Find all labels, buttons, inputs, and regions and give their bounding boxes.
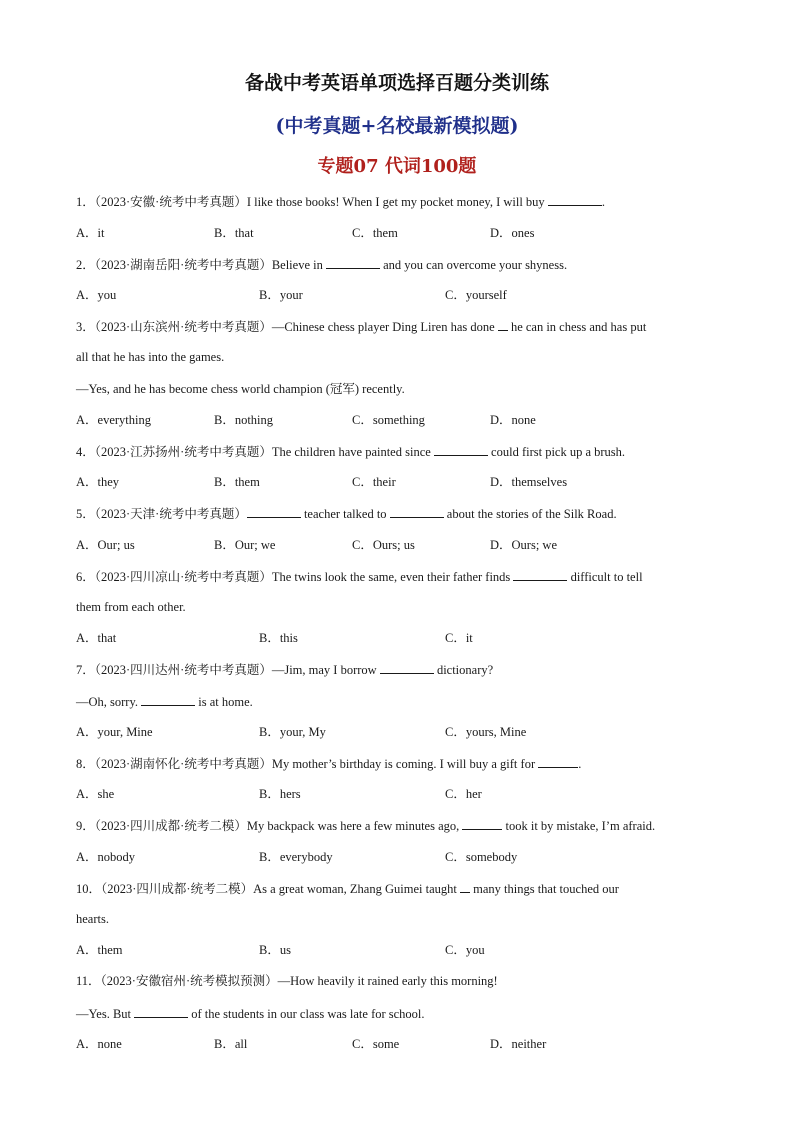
answer-blank: [326, 256, 380, 269]
answer-blank: [498, 318, 508, 331]
option-c: C．something: [352, 413, 425, 427]
answer-blank: [548, 193, 602, 206]
question-2: 2．（2023·湖南岳阳·统考中考真题）Believe in and you can overcome your shyness.: [76, 258, 568, 272]
option-b: B．your, My: [259, 725, 326, 739]
question-5: 5．（2023·天津·统考中考真题） teacher talked to about the stories of the Silk Road.: [76, 507, 617, 521]
option-c: C．yours, Mine: [445, 725, 527, 739]
question-10: 10．（2023·四川成都·统考二模）As a great woman, Zhang Guimei taught many things that touched our: [76, 882, 619, 896]
question-6: 6．（2023·四川凉山·统考中考真题）The twins look the same, even their father finds difficult to tell: [76, 570, 643, 584]
option-c: C．you: [445, 943, 485, 957]
question-4: 4．（2023·江苏扬州·统考中考真题）The children have painted since could first pick up a brush.: [76, 445, 626, 459]
option-a: A．your, Mine: [76, 725, 153, 739]
option-c: C．somebody: [445, 850, 518, 864]
answer-blank: [380, 661, 434, 674]
document-title: 备战中考英语单项选择百题分类训练: [244, 72, 549, 94]
option-b: B．hers: [259, 787, 301, 801]
option-a: A．that: [76, 631, 117, 645]
answer-blank: [460, 880, 470, 893]
answer-blank: [513, 568, 567, 581]
option-a: A．they: [76, 475, 120, 489]
answer-blank: [247, 505, 301, 518]
option-d: D．ones: [490, 226, 535, 240]
option-a: A．Our; us: [76, 538, 135, 552]
option-b: B．all: [214, 1037, 248, 1051]
option-b: B．us: [259, 943, 291, 957]
question-7: 7．（2023·四川达州·统考中考真题）—Jim, may I borrow dictionary?: [76, 663, 494, 677]
question-3-continued: all that he has into the games.: [76, 350, 225, 364]
option-b: B．that: [214, 226, 254, 240]
question-6-continued: them from each other.: [76, 600, 186, 614]
question-11: 11．（2023·安徽宿州·统考模拟预测）—How heavily it rained early this morning!: [76, 974, 498, 988]
option-c: C．it: [445, 631, 473, 645]
option-a: A．everything: [76, 413, 151, 427]
option-c: C．her: [445, 787, 482, 801]
answer-blank: [434, 443, 488, 456]
option-d: D．neither: [490, 1037, 547, 1051]
option-c: C．some: [352, 1037, 400, 1051]
answer-blank: [134, 1005, 188, 1018]
document-subtitle: (中考真题+名校最新模拟题): [275, 115, 519, 137]
question-3: 3．（2023·山东滨州·统考中考真题）—Chinese chess player Ding Liren has done he can in chess and has put: [76, 320, 647, 334]
option-a: A．it: [76, 226, 105, 240]
option-b: B．this: [259, 631, 298, 645]
option-c: C．Ours; us: [352, 538, 415, 552]
answer-blank: [141, 693, 195, 706]
option-b: B．them: [214, 475, 260, 489]
option-b: B．everybody: [259, 850, 333, 864]
answer-blank: [390, 505, 444, 518]
option-d: D．themselves: [490, 475, 568, 489]
option-d: D．Ours; we: [490, 538, 558, 552]
option-a: A．she: [76, 787, 115, 801]
question-10-continued: hearts.: [76, 912, 109, 926]
option-b: B．nothing: [214, 413, 274, 427]
question-7-reply: —Oh, sorry. is at home.: [76, 695, 253, 709]
question-1: 1．（2023·安徽·统考中考真题）I like those books! When I get my pocket money, I will buy .: [76, 195, 605, 209]
question-9: 9．（2023·四川成都·统考二模）My backpack was here a few minutes ago, took it by mistake, I’m afraid.: [76, 819, 656, 833]
topic-heading: 专题07 代词100题: [317, 156, 477, 177]
question-8: 8．（2023·湖南怀化·统考中考真题）My mother’s birthday is coming. I will buy a gift for .: [76, 757, 582, 771]
question-3-reply: —Yes, and he has become chess world champion (冠军) recently.: [76, 382, 405, 396]
option-c: C．them: [352, 226, 398, 240]
option-b: B．your: [259, 288, 303, 302]
option-c: C．yourself: [445, 288, 507, 302]
option-b: B．Our; we: [214, 538, 276, 552]
option-a: A．you: [76, 288, 117, 302]
option-d: D．none: [490, 413, 536, 427]
question-11-reply: —Yes. But of the students in our class was late for school.: [76, 1007, 425, 1021]
option-a: A．nobody: [76, 850, 136, 864]
option-c: C．their: [352, 475, 396, 489]
option-a: A．them: [76, 943, 123, 957]
answer-blank: [538, 755, 578, 768]
option-a: A．none: [76, 1037, 122, 1051]
answer-blank: [462, 817, 502, 830]
